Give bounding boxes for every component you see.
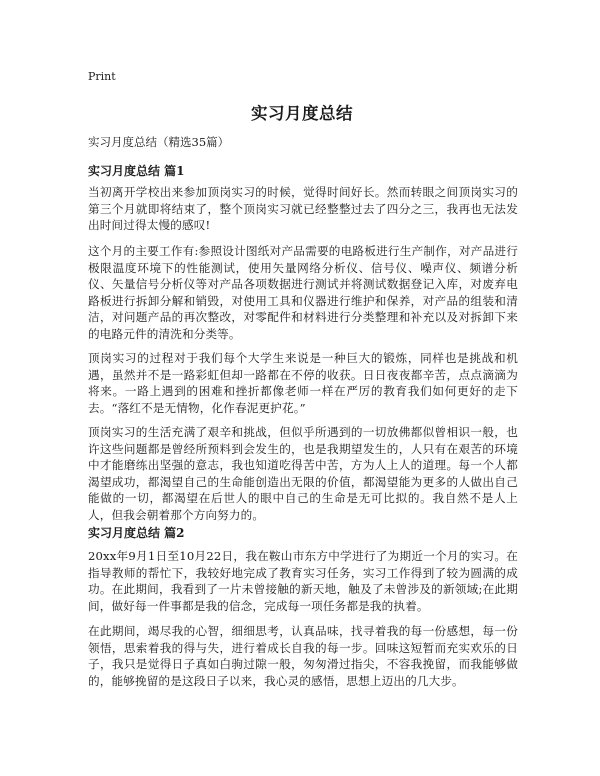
document-subtitle: 实习月度总结（精选35篇） — [88, 135, 230, 149]
page-title: 实习月度总结 — [251, 104, 353, 123]
paragraph: 顶岗实习的生活充满了艰辛和挑战，但似乎所遇到的一切放佛都似曾相识一般，也许这些问题都是曾经所预料到会发生的，也是我期望发生的，人只有在艰苦的环境中才能磨练出坚强的意志，我也知道吃得苦中苦，方为人上人的道理。每一个人都渴望成功，都渴望自己的生命能创造出无限的价值，都渴望能为更多的人做出自己能做的一切，都渴望在后世人的眼中自己的生命是无可比拟的。我自然不是人上人，但我会朝着那个方向努力的。 — [88, 425, 518, 522]
section-heading: 实习月度总结 篇2 — [88, 526, 185, 540]
paragraph: 顶岗实习的过程对于我们每个大学生来说是一种巨大的锻炼，同样也是挑战和机遇，虽然并不是一路彩虹但却一路都在不停的收获。日日夜夜都辛苦，点点滴滴为将来。一路上遇到的困难和挫折都像老师一样在严厉的教育我们如何更好的走下去。“落红不是无情物，化作春泥更护花。” — [88, 351, 518, 415]
paragraph: 在此期间，竭尽我的心智，细细思考，认真品味，找寻着我的每一份感想，每一份领悟，思索着我的得与失，进行着成长自我的每一步。回味这短暂而充实欢乐的日子，我只是觉得日子真如白驹过隙一般，匆匆滑过指尖，不容我挽留，而我能够做的，能够挽留的是这段日子以来，我心灵的感悟，思想上迈出的几大步。 — [88, 624, 518, 688]
paragraph: 当初离开学校出来参加顶岗实习的时候，觉得时间好长。然而转眼之间顶岗实习的第三个月就即将结束了，整个顶岗实习就已经整整过去了四分之三，我再也无法发出时间过得太慢的感叹! — [88, 185, 518, 233]
paragraph: 20xx年9月1日至10月22日，我在鞍山市东方中学进行了为期近一个月的实习。在指导教师的帮忙下，我较好地完成了教育实习任务，实习工作得到了较为圆满的成功。在此期间，我看到了一片未曾接触的新天地，触及了未曾涉及的新领域;在此期间，做好每一件事都是我的信念，完成每一项任务都是我的执着。 — [88, 549, 518, 613]
paragraph: 这个月的主要工作有:参照设计图纸对产品需要的电路板进行生产制作，对产品进行极限温度环境下的性能测试，使用矢量网络分析仪、信号仪、噪声仪、频谱分析仪、矢量信号分析仪等对产品各项数据进行测试并将测试数据登记入库，对废弃电路板进行拆卸分解和销毁，对使用工具和仪器进行维护和保养，对产品的组装和清洁，对问题产品的再次整改，对零配件和材料进行分类整理和补充以及对拆卸下来的电路元件的清洗和分类等。 — [88, 244, 518, 341]
print-label[interactable]: Print — [88, 70, 116, 83]
section-heading: 实习月度总结 篇1 — [88, 164, 185, 178]
